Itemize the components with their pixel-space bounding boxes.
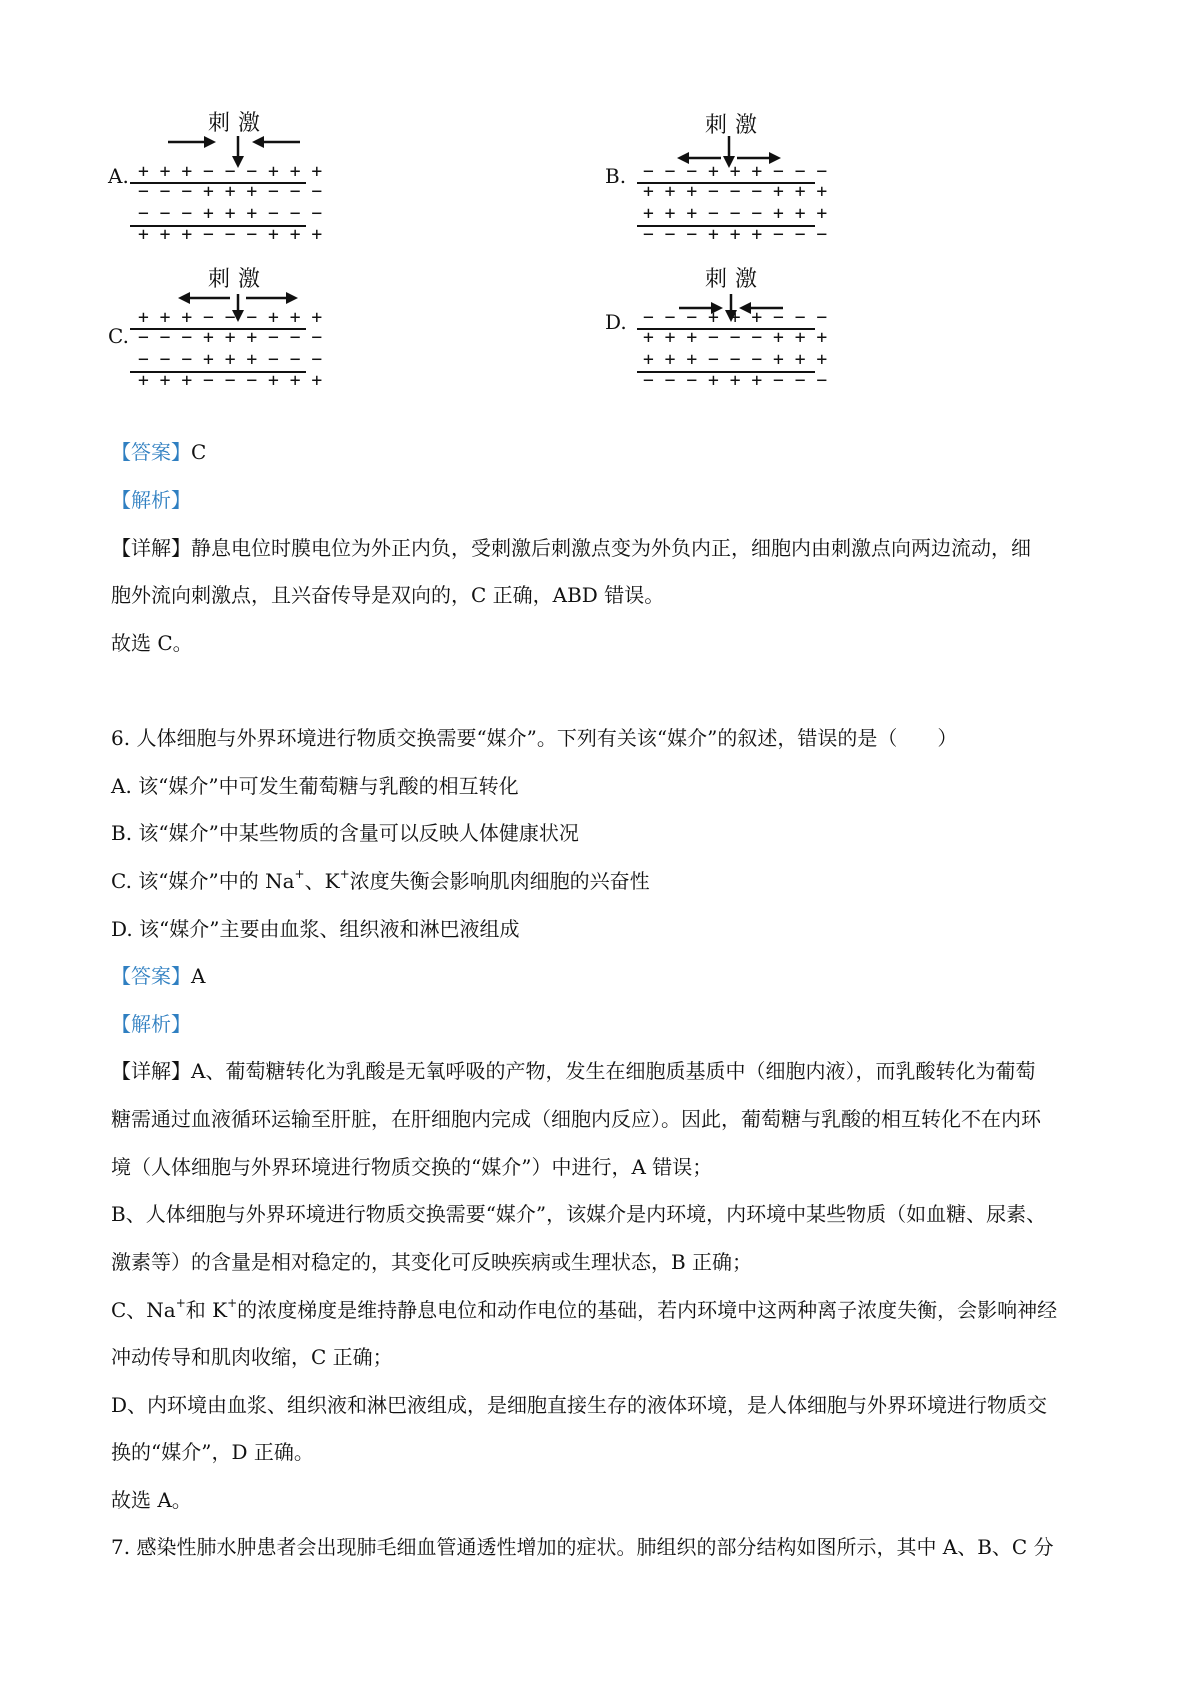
charge-row-inner-bottom: + + + − − − + + + — [643, 203, 828, 224]
stimulus-label: 刺激 — [208, 267, 269, 292]
q6-detail-line-8: D、内环境由血浆、组织液和淋巴液组成，是细胞直接生存的液体环境，是人体细胞与外界环境进行物质交 — [111, 1393, 1048, 1417]
option-letter: C. — [108, 324, 129, 348]
q6-detail-line-4: B、人体细胞与外界环境进行物质交换需要“媒介”，该媒介是内环境，内环境中某些物质（如血糖、尿素、 — [111, 1202, 1047, 1226]
text-segment: 的浓度梯度是维持静息电位和动作电位的基础，若内环境中这两种离子浓度失衡，会影响神经 — [237, 1298, 1058, 1322]
q6-analysis-tag — [111, 1010, 191, 1038]
q6-detail-line-7: 冲动传导和肌肉收缩，C 正确； — [111, 1345, 393, 1369]
q6-option-d: D. 该“媒介”主要由血浆、组织液和淋巴液组成 — [111, 917, 520, 941]
q6-option-b: B. 该“媒介”中某些物质的含量可以反映人体健康状况 — [111, 821, 579, 845]
answer-tag: 【答案】 — [111, 964, 191, 988]
text-segment: C、Na — [111, 1298, 176, 1322]
q5-analysis-tag — [111, 486, 191, 514]
charge-row-inner-bottom: + + + − − − + + + — [643, 349, 828, 370]
superscript: + — [294, 867, 305, 882]
diagram-option-c — [108, 267, 338, 410]
q6-detail-line-1 — [111, 1057, 1035, 1085]
charge-row-inner-top: − − − + + + − − − — [138, 181, 323, 202]
q6-answer — [111, 962, 205, 990]
text-segment: 浓度失衡会影响肌肉细胞的兴奋性 — [349, 869, 650, 893]
diagram-option-a — [108, 110, 338, 250]
stimulus-label: 刺激 — [208, 111, 269, 136]
superscript: + — [175, 1296, 186, 1311]
charge-row-outer-top: − − − + + + − − − — [643, 161, 828, 182]
option-letter: A. — [108, 164, 129, 188]
detail-text: 静息电位时膜电位为外正内负，受刺激后刺激点变为外负内正，细胞内由刺激点向两边流动，细 — [191, 536, 1031, 560]
q6-detail-line-5: 激素等）的含量是相对稳定的，其变化可反映疾病或生理状态，B 正确； — [111, 1250, 753, 1274]
q6-option-a: A. 该“媒介”中可发生葡萄糖与乳酸的相互转化 — [111, 774, 519, 798]
stimulus-label: 刺激 — [705, 267, 766, 292]
charge-row-outer-bottom: + + + − − − + + + — [138, 370, 323, 391]
text-segment: C. 该“媒介”中的 Na — [111, 869, 295, 893]
superscript: + — [227, 1296, 238, 1311]
q6-detail-line-2: 糖需通过血液循环运输至肝脏，在肝细胞内完成（细胞内反应）。因此，葡萄糖与乳酸的相互转化不在内环 — [111, 1107, 1041, 1131]
text-segment: 、K — [304, 869, 340, 893]
diagram-option-b — [605, 110, 835, 250]
charge-row-outer-top: − − − + + + − − − — [643, 307, 828, 328]
charge-row-inner-top: + + + − − − + + + — [643, 327, 828, 348]
charge-row-inner-top: + + + − − − + + + — [643, 181, 828, 202]
detail-tag: 【详解】 — [111, 536, 191, 560]
charge-row-inner-bottom: − − − + + + − − − — [138, 349, 323, 370]
detail-tag: 【详解】 — [111, 1059, 191, 1083]
charge-row-outer-bottom: − − − + + + − − − — [643, 224, 828, 245]
option-letter: B. — [605, 164, 627, 188]
q6-option-c — [111, 867, 650, 895]
option-letter: D. — [605, 310, 627, 334]
q6-detail-line-6 — [111, 1296, 1057, 1324]
q6-detail-line-3: 境（人体细胞与外界环境进行物质交换的“媒介”）中进行，A 错误； — [111, 1155, 713, 1179]
charge-row-inner-bottom: − − − + + + − − − — [138, 203, 323, 224]
diagram-option-d — [605, 267, 835, 410]
q7-stem: 7. 感染性肺水肿患者会出现肺毛细血管通透性增加的症状。肺组织的部分结构如图所示，其中 A、B、C 分 — [111, 1535, 1054, 1559]
detail-text: A、葡萄糖转化为乳酸是无氧呼吸的产物，发生在细胞质基质中（细胞内液），而乳酸转化为葡萄 — [191, 1059, 1036, 1083]
analysis-tag: 【解析】 — [111, 1012, 191, 1036]
answer-value: A — [191, 964, 206, 988]
q5-conclusion: 故选 C。 — [111, 631, 193, 655]
charge-row-inner-top: − − − + + + − − − — [138, 327, 323, 348]
q5-detail-line-2: 胞外流向刺激点，且兴奋传导是双向的，C 正确，ABD 错误。 — [111, 583, 665, 607]
charge-row-outer-top: + + + − − − + + + — [138, 161, 323, 182]
text-segment: 和 K — [185, 1298, 228, 1322]
q6-detail-line-9: 换的“媒介”，D 正确。 — [111, 1440, 314, 1464]
charge-row-outer-bottom: + + + − − − + + + — [138, 224, 323, 245]
analysis-tag: 【解析】 — [111, 488, 191, 512]
answer-value: C — [191, 440, 207, 464]
charge-row-outer-bottom: − − − + + + − − − — [643, 370, 828, 391]
superscript: + — [339, 867, 350, 882]
q5-detail-line-1 — [111, 534, 1031, 562]
stimulus-label: 刺激 — [705, 113, 766, 138]
q6-stem: 6. 人体细胞与外界环境进行物质交换需要“媒介”。下列有关该“媒介”的叙述，错误的是（ ） — [111, 726, 958, 750]
answer-tag: 【答案】 — [111, 440, 191, 464]
charge-row-outer-top: + + + − − − + + + — [138, 307, 323, 328]
q5-answer — [111, 438, 206, 466]
q6-conclusion: 故选 A。 — [111, 1488, 192, 1512]
